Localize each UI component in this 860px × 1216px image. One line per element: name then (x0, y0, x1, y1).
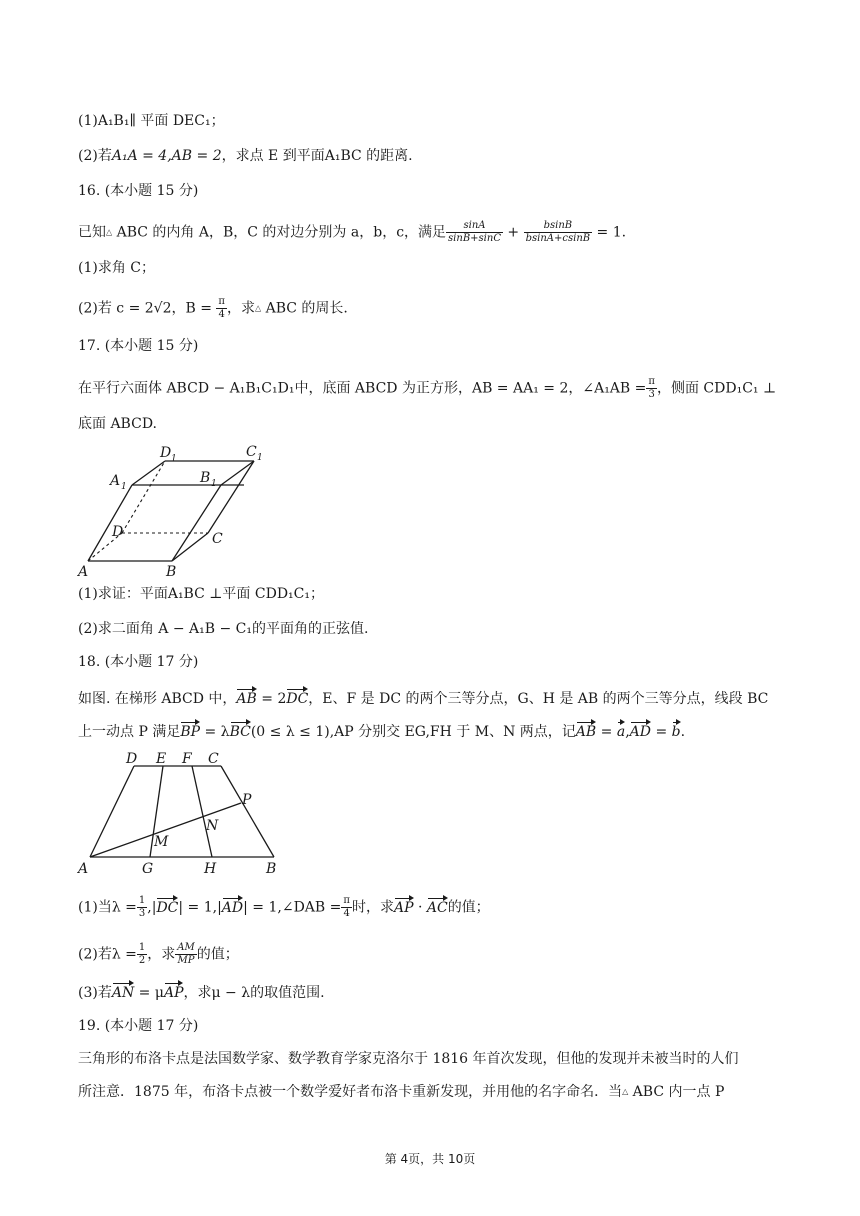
parallelepiped-figure (76, 440, 276, 580)
label-M: M (154, 834, 169, 850)
label-F: F (182, 751, 192, 767)
p18-stem-line2: 上一动点 P 满足BP = λBC(0 ≤ λ ≤ 1),AP 分别交 EG,FH 于 M、N 两点，记AB = a,AD = b. (78, 724, 686, 740)
label-D1: D (160, 445, 172, 461)
p18-part1: (1)当λ = $\frac{1}{3}$ ,|DC| = 1,|AD| = 1,∠DAB = $\frac{\pi}{4}$ 时，求AP · AC的值； (78, 895, 490, 919)
label-B: B (166, 564, 177, 580)
p17-part2: (2)求二面角 A − A₁B − C₁的平面角的正弦值. (78, 621, 369, 637)
p16-frac2: $\frac{bsinB}{bsinA+csinB}$ (525, 220, 591, 244)
p17-stem-line2: 底面 ABCD. (78, 416, 157, 432)
page-footer: 第 4页，共 10页 (384, 1152, 476, 1166)
p19-line1: 三角形的布洛卡点是法国数学家、数学教育学家克洛尔于 1816 年首次发现，但他的发现并未被当时的人们 (78, 1051, 739, 1067)
label-B: B (266, 861, 277, 877)
segment-FH (192, 766, 212, 857)
label-G: G (142, 861, 154, 877)
p18-stem-line1: 如图. 在梯形 ABCD 中，AB = 2DC，E、F 是 DC 的两个三等分点，G、H 是 AB 的两个三等分点，线段 BC (78, 691, 769, 707)
label-C1: C (246, 444, 257, 460)
p19-line2: 所注意．1875 年，布洛卡点被一个数学爱好者布洛卡重新发现，并用他的名字命名．当△ ABC 内一点 P (78, 1084, 725, 1100)
p17-part1: (1)求证：平面A₁BC ⊥平面 CDD₁C₁； (78, 586, 324, 602)
p16-header: 16. (本小题 15 分) (78, 183, 199, 199)
label-A: A (78, 564, 89, 580)
p16-part1: (1)求角 C； (78, 260, 155, 276)
label-A: A (78, 861, 89, 877)
label-E: E (156, 751, 167, 767)
label-C: C (208, 751, 219, 767)
label-H: H (204, 861, 217, 877)
p16-part2: (2)若 c = 2√2，B = $\frac{\pi}{4}$ ，求△ ABC 的周长. (78, 296, 348, 320)
label-D: D (112, 524, 124, 540)
label-D: D (126, 751, 138, 767)
label-C: C (212, 531, 223, 547)
svg-text:1: 1 (211, 479, 217, 489)
svg-text:1: 1 (121, 482, 127, 492)
p18-part3: (3)若AN = μAP，求μ − λ的取值范围. (78, 985, 325, 1001)
p18-part2: (2)若λ = $\frac{1}{2}$ ，求 $\frac{AM}{MP}$ 的值； (78, 942, 239, 966)
label-A1: A (110, 473, 121, 489)
label-N: N (206, 818, 219, 834)
p19-header: 19. (本小题 17 分) (78, 1018, 199, 1034)
edge-CC1 (208, 461, 254, 533)
p16-stem: 已知△ ABC 的内角 A，B，C 的对边分别为 a，b，c，满足 $\frac{\sin A}{\sin B+\sin C}$ + $\frac{bsinB}{bsinA+csinB}$ = 1. (78, 220, 627, 244)
edge-AA1 (88, 485, 132, 561)
label-B1: B (200, 470, 211, 486)
svg-text:1: 1 (257, 453, 263, 463)
trapezoid-figure (76, 748, 296, 880)
p16-frac1: $\frac{\sin A}{\sin B+\sin C}$ (448, 220, 501, 244)
p17-stem-line1: 在平行六面体 ABCD − A₁B₁C₁D₁中，底面 ABCD 为正方形，AB = AA₁ = 2，∠A₁AB = $\frac{\pi}{3}$ ，侧面 CDD₁C₁ ⊥ (78, 376, 777, 400)
edge-B1C1 (221, 461, 254, 485)
segment-BC (221, 766, 274, 857)
p15-part1: (1)A₁B₁∥ 平面 DEC₁； (78, 113, 225, 129)
edge-BC (172, 533, 208, 561)
p15-part2: (2)若A₁A = 4,AB = 2，求点 E 到平面A₁BC 的距离. (78, 148, 413, 164)
label-P: P (242, 792, 252, 808)
svg-text:1: 1 (171, 454, 177, 464)
p18-header: 18. (本小题 17 分) (78, 654, 199, 670)
hidden-edge-DD1 (122, 461, 165, 533)
p17-header: 17. (本小题 15 分) (78, 338, 199, 354)
edge-A1D1 (132, 461, 165, 485)
